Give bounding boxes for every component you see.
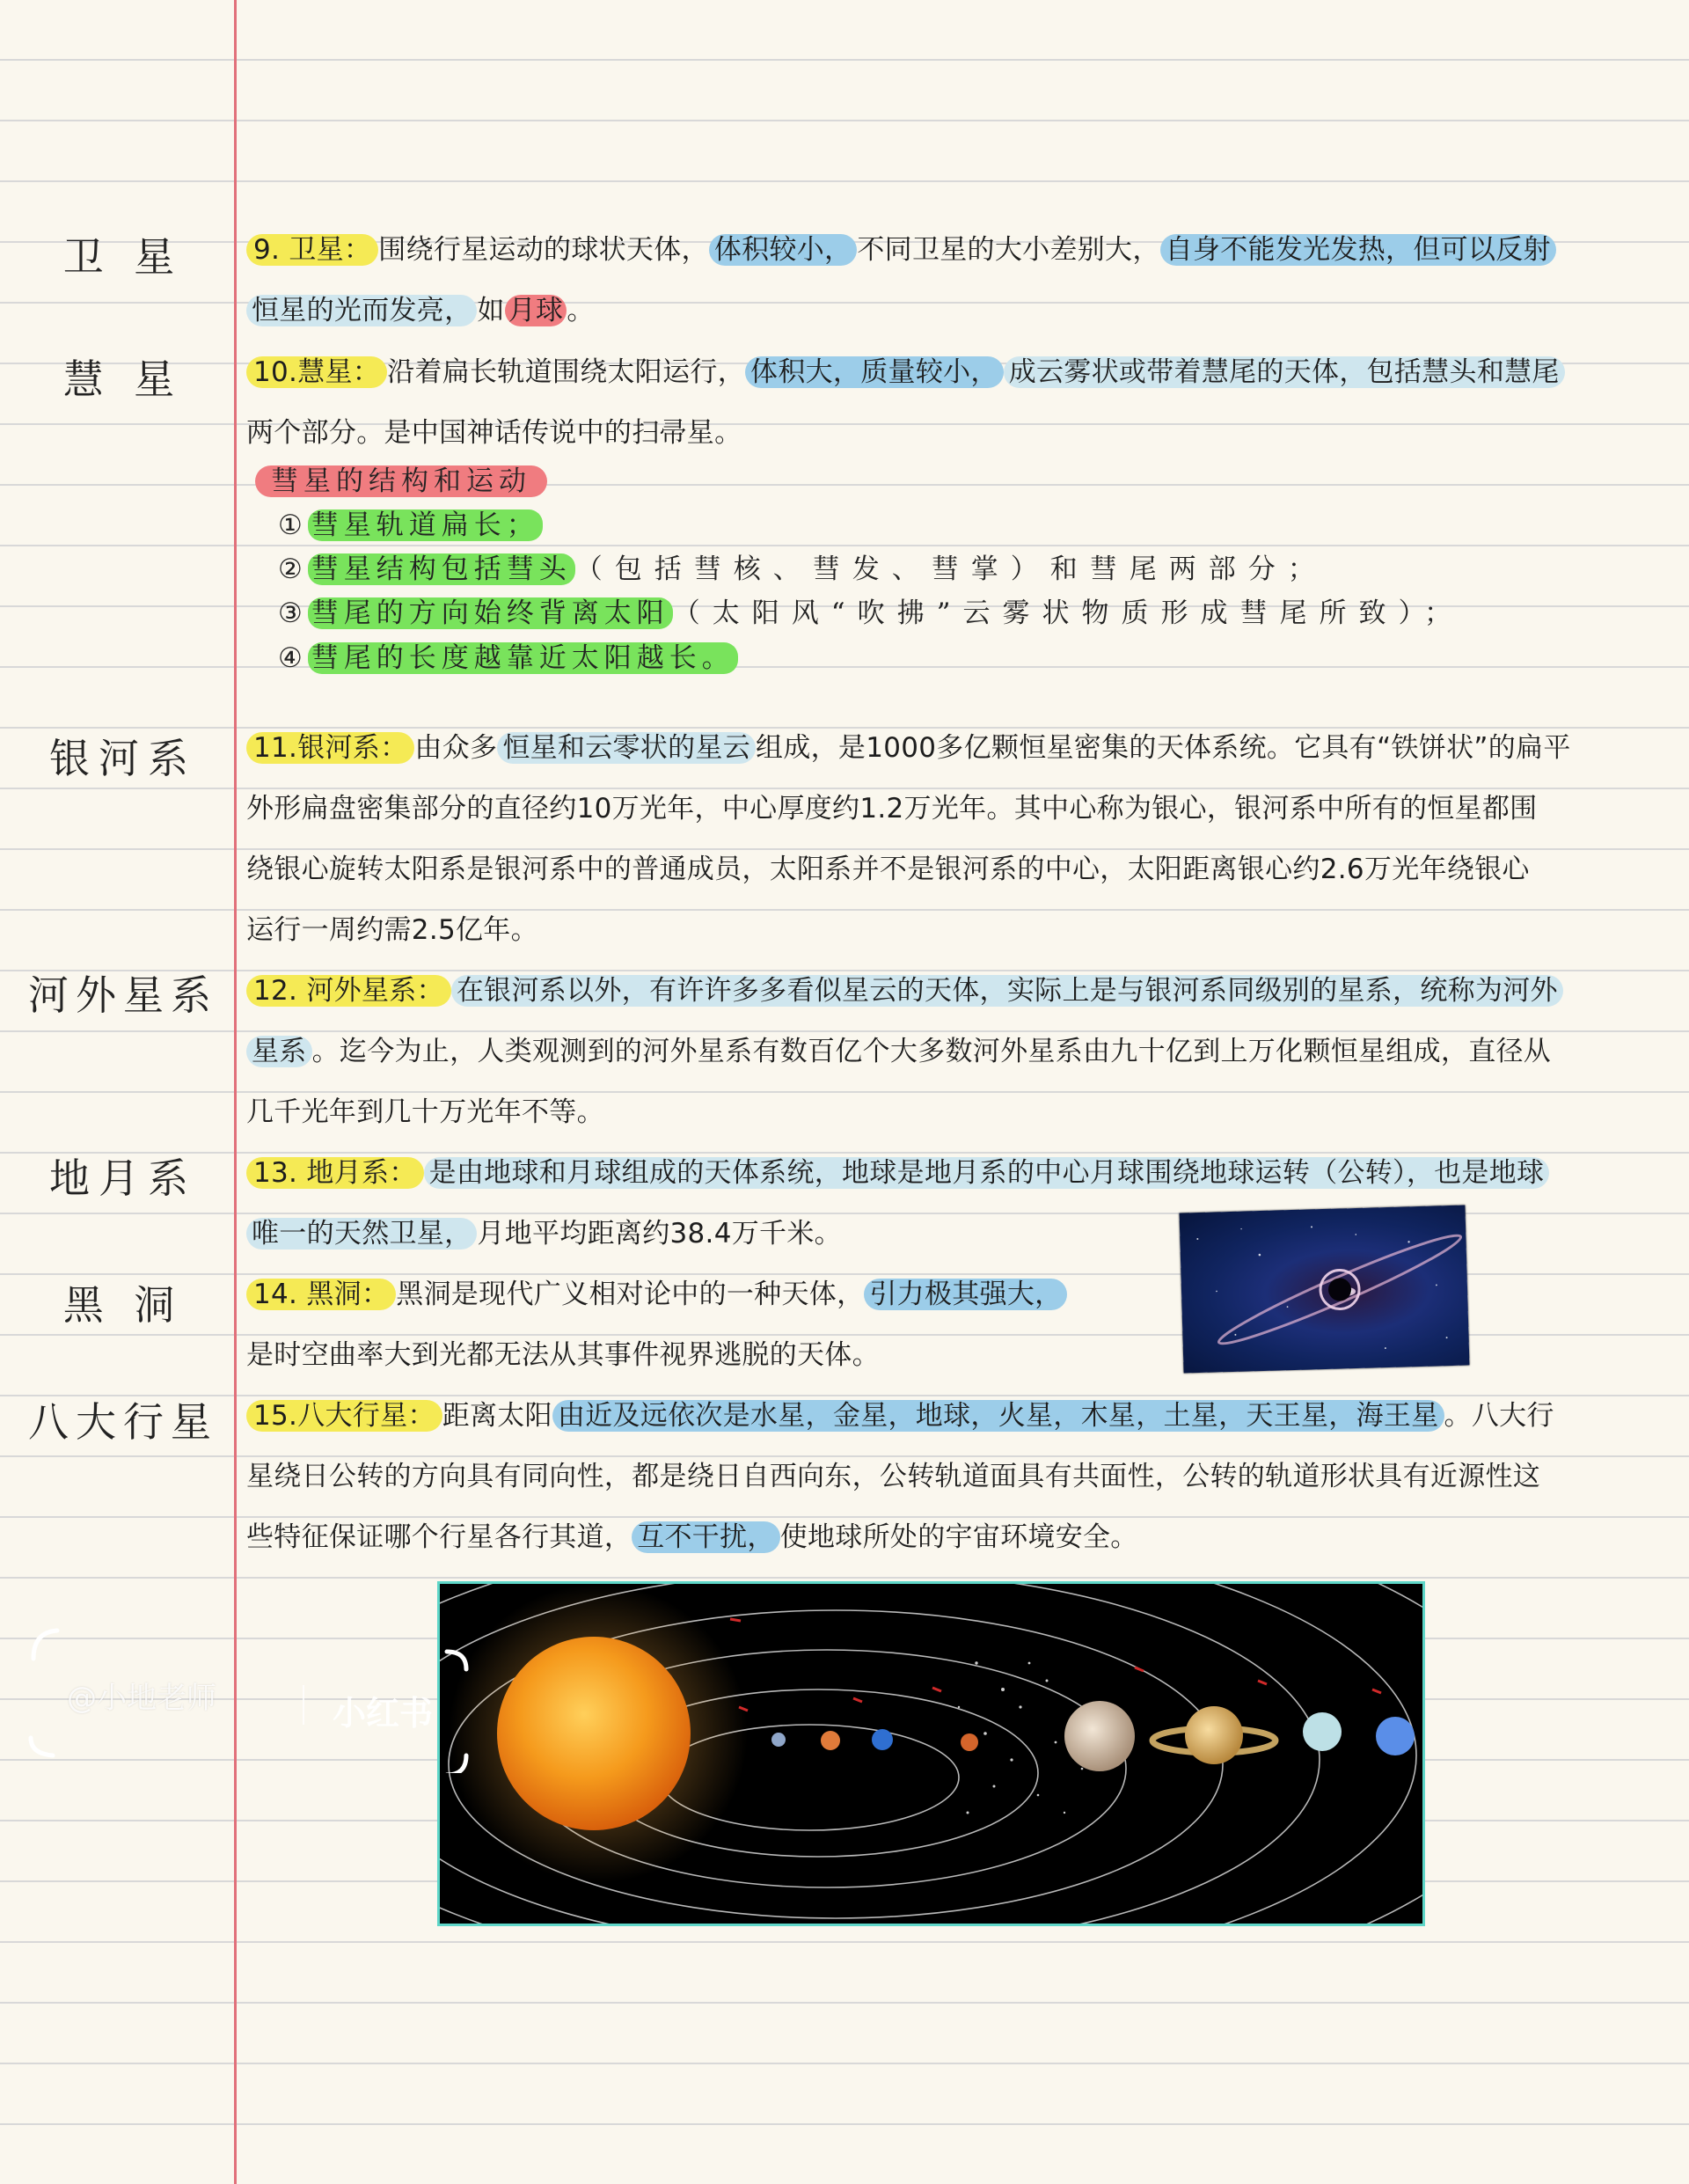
comet-note-3 <box>278 594 1685 633</box>
black-hole-image <box>1180 1205 1470 1373</box>
satellite-text-2: 不同卫星的大小差别大， <box>857 234 1160 266</box>
milkyway-line-4: 运行一周约需2.5亿年。 <box>246 914 538 946</box>
comet-note-3-text: 彗尾的方向始终背离太阳 <box>308 597 673 629</box>
milkyway-highlight: 恒星和云零状的星云 <box>497 732 756 764</box>
satellite-highlight-reflect: 恒星的光而发亮， <box>246 295 477 326</box>
blackhole-line-2: 是时空曲率大到光都无法从其事件视界逃脱的天体。 <box>246 1339 880 1371</box>
galaxy-heading: 12. 河外星系： <box>246 975 451 1007</box>
comet-text: 沿着扁长轨道围绕太阳运行， <box>387 356 746 388</box>
comet-note-1-number: ① <box>278 509 308 541</box>
comet-text-2: 成云雾状或带着慧尾的天体，包括慧头和慧尾 <box>1004 356 1565 388</box>
label-satellite: 卫 星 <box>62 233 184 281</box>
comet-note-2 <box>278 550 1685 589</box>
label-blackhole: 黑 洞 <box>62 1281 184 1329</box>
comet-line-2: 两个部分。是中国神话传说中的扫帚星。 <box>246 417 742 449</box>
blackhole-highlight: 引力极其强大， <box>864 1279 1067 1310</box>
comet-note-1-text: 彗星轨道扁长； <box>308 509 543 541</box>
satellite-text: 围绕行星运动的球状天体， <box>378 234 709 266</box>
comet-note-4-text: 彗尾的长度越靠近太阳越长。 <box>308 642 738 674</box>
galaxy-line-1 <box>246 971 1680 1010</box>
satellite-text-4: 。 <box>567 295 595 326</box>
planets-line-1 <box>246 1396 1680 1435</box>
comet-note-2-rest: （包括彗核、彗发、彗掌）和彗尾两部分； <box>574 553 1327 585</box>
earthmoon-line-1 <box>246 1154 1680 1192</box>
satellite-highlight-size: 体积较小， <box>709 234 858 266</box>
earthmoon-text: 是由地球和月球组成的天体系统，地球是地月系的中心月球围绕地球运转（公转），也是地球 <box>424 1157 1550 1189</box>
earthmoon-heading: 13. 地月系： <box>246 1157 424 1189</box>
galaxy-line-2 <box>246 1032 1680 1071</box>
satellite-highlight-moon: 月球 <box>505 295 567 326</box>
blackhole-line-1 <box>246 1275 1179 1314</box>
comet-note-1 <box>278 506 1685 545</box>
milkyway-line-1 <box>246 729 1680 767</box>
comet-line-1 <box>246 353 1680 392</box>
milkyway-heading: 11.银河系： <box>246 732 414 764</box>
planets-line-2: 星绕日公转的方向具有同向性，都是绕日自西向东，公转轨道面具有共面性，公转的轨道形状具有近源性这 <box>246 1461 1541 1492</box>
planets-text-4: 使地球所处的宇宙环境安全。 <box>779 1521 1138 1553</box>
margin-line <box>234 0 237 2184</box>
label-galaxy: 河外星系 <box>28 971 218 1019</box>
comet-note-title-text: 彗星的结构和运动 <box>255 465 547 497</box>
satellite-heading: 9. 卫星： <box>246 234 378 266</box>
milkyway-line-3: 绕银心旋转太阳系是银河系中的普通成员，太阳系并不是银河系的中心，太阳距离银心约2.6万光年绕银心 <box>246 854 1530 885</box>
label-comet: 慧 星 <box>62 355 184 403</box>
watermark-logo: 小红书 <box>333 1694 434 1733</box>
satellite-text-3: 如 <box>477 295 505 326</box>
black-hole-illustration <box>1180 1205 1470 1373</box>
earthmoon-highlight: 唯一的天然卫星， <box>246 1218 477 1250</box>
comet-note-title <box>255 462 1663 501</box>
milkyway-text: 由众多 <box>414 732 498 764</box>
comet-note-2-number: ② <box>278 553 308 585</box>
watermark-author: @小地老师 <box>67 1681 216 1716</box>
planets-highlight-noninterference: 互不干扰， <box>632 1521 780 1553</box>
milkyway-text-2: 组成，是1000多亿颗恒星密集的天体系统。它具有“铁饼状”的扁平 <box>756 732 1571 764</box>
comet-note-3-number: ③ <box>278 597 308 629</box>
comet-note-4-number: ④ <box>278 642 308 674</box>
planets-heading: 15.八大行星： <box>246 1400 442 1432</box>
planets-text: 距离太阳 <box>442 1400 552 1432</box>
galaxy-line-3: 几千光年到几十万光年不等。 <box>246 1096 604 1128</box>
planets-line-3 <box>246 1518 1680 1557</box>
label-planets: 八大行星 <box>28 1398 218 1446</box>
satellite-highlight-light: 自身不能发光发热，但可以反射 <box>1160 234 1556 266</box>
planets-highlight-order: 由近及远依次是水星，金星，地球，火星，木星，土星，天王星，海王星 <box>552 1400 1444 1432</box>
satellite-line-1 <box>246 231 1680 269</box>
comet-note-2-text: 彗星结构包括彗头 <box>308 553 575 585</box>
solar-system-image <box>437 1581 1425 1926</box>
comet-note-3-rest: （太阳风“吹拂”云雾状物质形成彗尾所致）； <box>672 597 1464 629</box>
comet-highlight-size: 体积大，质量较小， <box>745 356 1004 388</box>
blackhole-text: 黑洞是现代广义相对论中的一种天体， <box>396 1279 865 1310</box>
solar-system-illustration <box>440 1584 1422 1924</box>
planets-text-2: 。八大行 <box>1444 1400 1554 1432</box>
label-earthmoon: 地月系 <box>49 1154 197 1202</box>
blackhole-heading: 14. 黑洞： <box>246 1279 396 1310</box>
planets-text-3: 些特征保证哪个行星各行其道， <box>246 1521 632 1553</box>
milkyway-line-2: 外形扁盘密集部分的直径约10万光年，中心厚度约1.2万光年。其中心称为银心，银河系中所有的恒星都围 <box>246 793 1538 824</box>
satellite-line-2 <box>246 291 1680 330</box>
galaxy-highlight: 星系 <box>246 1036 312 1067</box>
label-milkyway: 银河系 <box>49 735 197 782</box>
comet-note-4 <box>278 639 1685 678</box>
earthmoon-text-2: 月地平均距离约38.4万千米。 <box>477 1218 842 1250</box>
galaxy-text-2: 。迄今为止，人类观测到的河外星系有数百亿个大多数河外星系由九十亿到上万化颗恒星组成，直径从 <box>311 1036 1552 1067</box>
galaxy-text: 在银河系以外，有许许多多看似星云的天体，实际上是与银河系同级别的星系，统称为河外 <box>451 975 1563 1007</box>
comet-heading: 10.慧星： <box>246 356 387 388</box>
